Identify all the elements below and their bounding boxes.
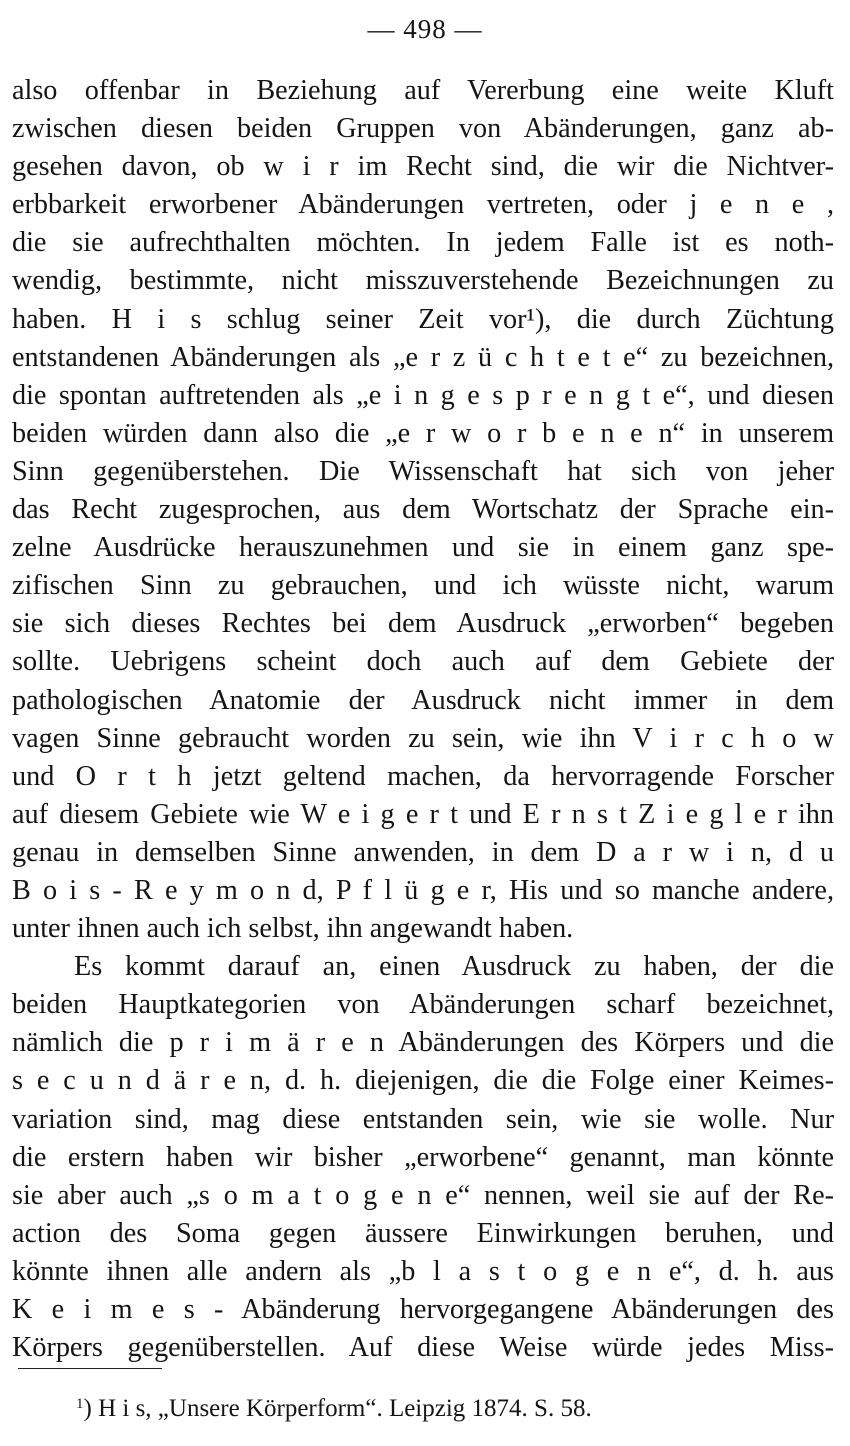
- text-line: auf diesem Gebiete wie W e i g e r t und E r n s t Z i e g l e r ihn: [12, 798, 834, 830]
- text-line: zwischen diesen beiden Gruppen von Abänderungen, ganz ab-: [12, 113, 834, 145]
- text-line: nämlich die p r i m ä r e n Abänderungen des Körpers und die: [12, 1027, 834, 1059]
- text-line: könnte ihnen alle andern als „b l a s t o g e n e“, d. h. aus: [12, 1255, 834, 1287]
- text-line: Es kommt darauf an, einen Ausdruck zu haben, der die: [74, 951, 834, 983]
- text-line: sie aber auch „s o m a t o g e n e“ nennen, weil sie auf der Re-: [12, 1179, 834, 1211]
- text-line: K e i m e s - Abänderung hervorgegangene Abänderungen des: [12, 1294, 834, 1325]
- text-line: beiden Hauptkategorien von Abänderungen scharf bezeichnet,: [12, 989, 834, 1021]
- text-line: zelne Ausdrücke herauszunehmen und sie in einem ganz spe-: [12, 532, 834, 564]
- page-number: — 498 —: [367, 14, 483, 44]
- footnote: [76, 1388, 592, 1425]
- text-line: das Recht zugesprochen, aus dem Wortschatz der Sprache ein-: [12, 494, 834, 526]
- text-line: Körpers gegenüberstellen. Auf diese Weise würde jedes Miss-: [12, 1332, 834, 1364]
- text-line: entstandenen Abänderungen als „e r z ü c h t e t e“ zu bezeichnen,: [12, 341, 834, 373]
- text-line: erbbarkeit erworbener Abänderungen vertreten, oder j e n e ,: [12, 189, 834, 221]
- text-line: Sinn gegenüberstehen. Die Wissenschaft hat sich von jeher: [12, 455, 834, 487]
- text-line: pathologischen Anatomie der Ausdruck nicht immer in dem: [12, 684, 834, 716]
- text-line: und O r t h jetzt geltend machen, da hervorragende Forscher: [12, 760, 834, 792]
- text-line: s e c u n d ä r e n, d. h. diejenigen, die die Folge einer Keimes-: [12, 1065, 834, 1097]
- text-line: also offenbar in Beziehung auf Vererbung eine weite Kluft: [12, 75, 834, 106]
- text-line: wendig, bestimmte, nicht misszuverstehende Bezeichnungen zu: [12, 265, 834, 297]
- text-line: die erstern haben wir bisher „erworbene“ genannt, man könnte: [12, 1141, 834, 1173]
- text-line: haben. H i s schlug seiner Zeit vor¹), die durch Züchtung: [12, 303, 834, 335]
- text-line: beiden würden dann also die „e r w o r b e n e n“ in unserem: [12, 417, 834, 449]
- text-line: gesehen davon, ob w i r im Recht sind, die wir die Nichtver-: [12, 151, 834, 183]
- text-line: action des Soma gegen äussere Einwirkungen beruhen, und: [12, 1217, 834, 1249]
- footnote-divider: [18, 1368, 162, 1369]
- text-line: zifischen Sinn zu gebrauchen, und ich wüsste nicht, warum: [12, 570, 834, 602]
- text-line: sollte. Uebrigens scheint doch auch auf dem Gebiete der: [12, 646, 834, 678]
- text-line: genau in demselben Sinne anwenden, in dem D a r w i n, d u: [12, 836, 834, 868]
- footnote-marker: 1: [76, 1396, 84, 1412]
- text-line: B o i s - R e y m o n d, P f l ü g e r, His und so manche andere,: [12, 874, 834, 906]
- text-line: sie sich dieses Rechtes bei dem Ausdruck „erworben“ begeben: [12, 608, 834, 640]
- text-line: variation sind, mag diese entstanden sein, wie sie wolle. Nur: [12, 1103, 834, 1135]
- text-line: die sie aufrechthalten möchten. In jedem Falle ist es noth-: [12, 227, 834, 259]
- footnote-text: ) H i s, „Unsere Körperform“. Leipzig 1874. S. 58.: [83, 1395, 592, 1422]
- text-line: unter ihnen auch ich selbst, ihn angewandt haben.: [12, 913, 574, 945]
- body-text: [12, 72, 834, 1367]
- text-line: vagen Sinne gebraucht worden zu sein, wie ihn V i r c h o w: [12, 722, 834, 754]
- text-line: die spontan auftretenden als „e i n g e s p r e n g t e“, und diesen: [12, 379, 834, 411]
